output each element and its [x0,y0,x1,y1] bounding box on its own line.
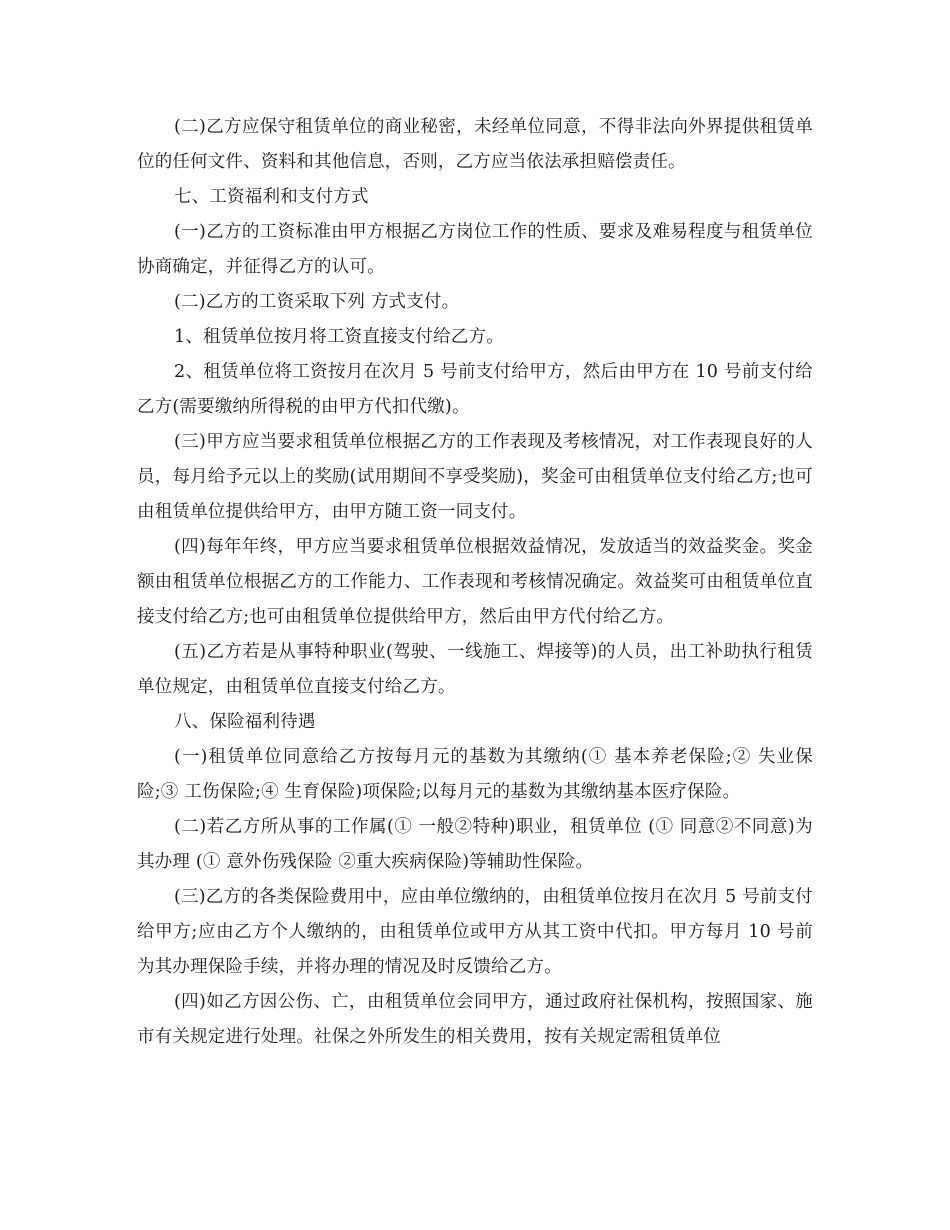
paragraph-payment-option-2: 2、租赁单位将工资按月在次月 5 号前支付给甲方，然后由甲方在 10 号前支付给乙方(需要缴纳所得税的由甲方代扣代缴)。 [137,362,813,417]
paragraph-payment-option-1: 1、租赁单位按月将工资直接支付给乙方。 [174,327,504,347]
document-body [137,110,813,1055]
section-heading-insurance: 八、保险福利待遇 [174,712,316,732]
paragraph-wage-standard: (一)乙方的工资标准由甲方根据乙方岗位工作的性质、要求及难易程度与租赁单位协商确定，并征得乙方的认可。 [137,222,813,277]
paragraph-confidentiality: (二)乙方应保守租赁单位的商业秘密，未经单位同意，不得非法向外界提供租赁单位的任何文件、资料和其他信息，否则，乙方应当依法承担赔偿责任。 [137,117,813,172]
paragraph-social-insurance: (一)租赁单位同意给乙方按每月元的基数为其缴纳(① 基本养老保险;② 失业保险;③ 工伤保险;④ 生育保险)项保险;以每月元的基数为其缴纳基本医疗保险。 [137,747,813,802]
paragraph-annual-bonus: (四)每年年终，甲方应当要求租赁单位根据效益情况，发放适当的效益奖金。奖金额由租赁单位根据乙方的工作能力、工作表现和考核情况确定。效益奖可由租赁单位直接支付给乙方;也可由租赁单位提供给甲方，然后由甲方代付给乙方。 [137,537,813,627]
paragraph-work-injury: (四)如乙方因公伤、亡，由租赁单位会同甲方，通过政府社保机构，按照国家、施市有关规定进行处理。社保之外所发生的相关费用，按有关规定需租赁单位 [137,992,813,1047]
section-heading-wages: 七、工资福利和支付方式 [174,187,369,207]
paragraph-payment-method: (二)乙方的工资采取下列 方式支付。 [174,292,460,312]
paragraph-insurance-fees: (三)乙方的各类保险费用中，应由单位缴纳的，由租赁单位按月在次月 5 号前支付给甲方;应由乙方个人缴纳的，由租赁单位或甲方从其工资中代扣。甲方每月 10 号前为其办理保险手续，并将办理的情况及时反馈给乙方。 [137,887,813,977]
paragraph-special-allowance: (五)乙方若是从事特种职业(驾驶、一线施工、焊接等)的人员，出工补助执行租赁单位规定，由租赁单位直接支付给乙方。 [137,642,813,697]
paragraph-supplementary-insurance: (二)若乙方所从事的工作属(① 一般②特种)职业，租赁单位 (① 同意②不同意)为其办理 (① 意外伤残保险 ②重大疾病保险)等辅助性保险。 [137,817,813,872]
paragraph-monthly-reward: (三)甲方应当要求租赁单位根据乙方的工作表现及考核情况，对工作表现良好的人员，每月给予元以上的奖励(试用期间不享受奖励)，奖金可由租赁单位支付给乙方;也可由租赁单位提供给甲方，由甲方随工资一同支付。 [137,432,813,522]
